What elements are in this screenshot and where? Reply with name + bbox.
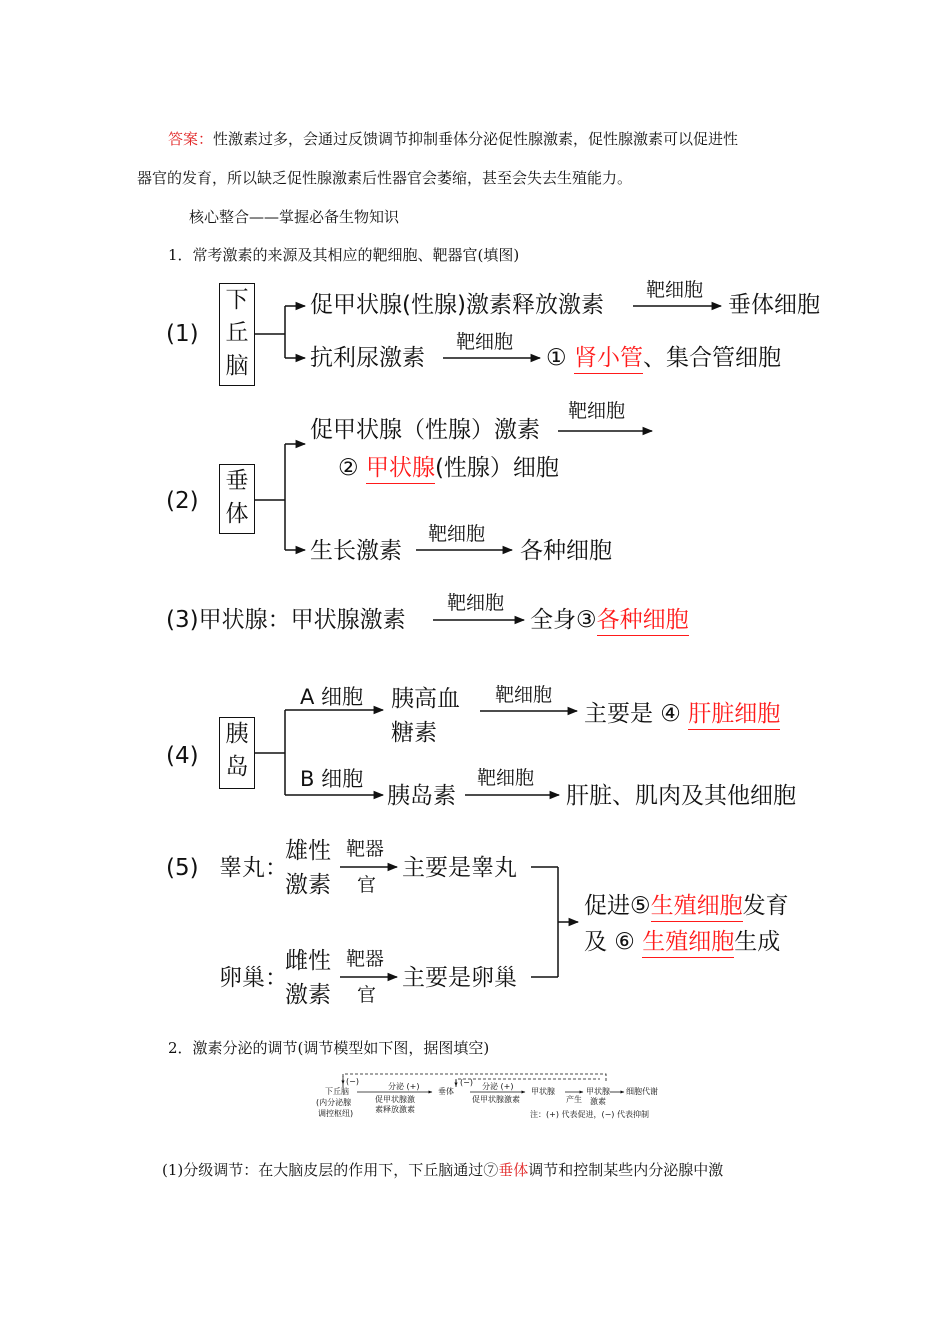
a-cell: A 细胞 <box>300 685 364 709</box>
answer-liver-cells: 肝脏细胞 <box>688 701 780 730</box>
b-cell: B 细胞 <box>300 767 364 791</box>
insulin: 胰岛素 <box>387 783 456 809</box>
model-hormone2: 促甲状腺激素 <box>472 1095 520 1104</box>
row4-b-arrow-label: 靶细胞 <box>477 767 535 789</box>
model-produce: 产生 <box>566 1095 582 1104</box>
row1-top-arrow-label: 靶细胞 <box>646 279 704 301</box>
gh-text: 生长激素 <box>310 538 402 564</box>
female-arrow-label-1: 靶器 <box>346 948 385 970</box>
trh-text: 促甲状腺(性腺)激素释放激素 <box>310 292 604 318</box>
effect-line-1: 促进⑤生殖细胞发育 <box>584 895 789 918</box>
male-hormone-2: 激素 <box>285 872 331 898</box>
male-hormone-1: 雄性 <box>285 838 331 864</box>
female-hormone-2: 激素 <box>285 982 331 1008</box>
answer-thyroid: 甲状腺 <box>366 455 435 484</box>
testis: 睾丸： <box>219 855 288 881</box>
row2-answer: ② 甲状腺(性腺）细胞 <box>338 457 559 480</box>
row2-number: (2) <box>166 488 199 514</box>
row4-number: (4) <box>166 743 199 769</box>
row3-target: 全身③各种细胞 <box>530 609 689 632</box>
model-secrete-2: 分泌 (+) <box>482 1082 514 1091</box>
row2-bottom-arrow-label: 靶细胞 <box>428 523 486 545</box>
hypothalamus-box: 下 丘 脑 <box>219 283 255 386</box>
male-target: 主要是睾丸 <box>402 855 517 881</box>
row3-arrow-label: 靶细胞 <box>447 592 505 614</box>
model-thyroid: 甲状腺 <box>531 1087 555 1096</box>
model-pituitary: 垂体 <box>438 1087 454 1096</box>
male-arrow-label-1: 靶器 <box>346 838 385 860</box>
row1-number: (1) <box>166 321 199 347</box>
adh-text: 抗利尿激素 <box>310 345 425 371</box>
glucagon-1: 胰高血 <box>391 686 460 712</box>
row2-top-arrow-label: 靶细胞 <box>568 400 626 422</box>
islet-box: 胰 岛 <box>219 717 255 789</box>
model-hyp-note-2: 调控枢纽) <box>318 1109 354 1118</box>
various-cells: 各种细胞 <box>520 538 612 564</box>
female-hormone-1: 雌性 <box>285 948 331 974</box>
answer-pituitary: 垂体 <box>498 1161 529 1179</box>
answer-line-1: 答案：性激素过多，会通过反馈调节抑制垂体分泌促性腺激素，促性腺激素可以促进性 <box>168 130 739 148</box>
pituitary-box: 垂 体 <box>219 464 255 534</box>
model-note: 注：(+) 代表促进，(−) 代表抑制 <box>530 1110 649 1119</box>
item1-heading: 1．常考激素的来源及其相应的靶细胞、靶器官(填图) <box>168 246 520 264</box>
model-neg-2: (−) <box>460 1078 473 1087</box>
model-hormone1-2: 素释放激素 <box>375 1105 415 1114</box>
section-heading: 核心整合——掌握必备生物知识 <box>189 208 400 226</box>
answer-kidney-tubule: 肾小管 <box>574 345 643 374</box>
male-arrow-label-2: 官 <box>357 874 377 896</box>
answer-various-cells: 各种细胞 <box>597 607 689 636</box>
model-neg-1: (−) <box>346 1077 359 1086</box>
glucagon-2: 糖素 <box>391 720 437 746</box>
model-hypothalamus: 下丘脑 <box>325 1087 349 1096</box>
model-effect: 细胞代谢 <box>626 1087 658 1096</box>
row4-a-arrow-label: 靶细胞 <box>495 684 553 706</box>
ovary: 卵巢： <box>219 965 288 991</box>
female-arrow-label-2: 官 <box>357 984 377 1006</box>
row5-number: (5) <box>166 855 199 881</box>
model-hormone1-1: 促甲状腺激 <box>375 1095 415 1104</box>
model-hyp-note-1: (内分泌腺 <box>316 1098 352 1107</box>
model-hormone3-1: 甲状腺 <box>586 1087 610 1096</box>
row1-answer: ① 肾小管、集合管细胞 <box>546 347 781 370</box>
model-hormone3-2: 激素 <box>590 1097 606 1106</box>
answer-germ-cells-1: 生殖细胞 <box>651 893 743 922</box>
model-secrete-1: 分泌 (+) <box>388 1082 420 1091</box>
row4-a-target: 主要是 ④ 肝脏细胞 <box>584 703 780 726</box>
pituitary-cell: 垂体细胞 <box>728 292 820 318</box>
answer-label: 答案： <box>168 130 214 148</box>
q1-line: (1)分级调节：在大脑皮层的作用下，下丘脑通过⑦垂体调节和控制某些内分泌腺中激 <box>162 1161 724 1179</box>
female-target: 主要是卵巢 <box>402 965 517 991</box>
item2-heading: 2．激素分泌的调节(调节模型如下图，据图填空) <box>168 1039 490 1057</box>
effect-line-2: 及 ⑥ 生殖细胞生成 <box>584 931 780 954</box>
row3-prefix: (3)甲状腺：甲状腺激素 <box>166 607 406 633</box>
row1-bottom-arrow-label: 靶细胞 <box>456 331 514 353</box>
answer-line-2: 器官的发育，所以缺乏促性腺激素后性器官会萎缩，甚至会失去生殖能力。 <box>137 169 633 187</box>
tsh-text: 促甲状腺（性腺）激素 <box>310 417 540 443</box>
row4-b-target: 肝脏、肌肉及其他细胞 <box>566 783 796 809</box>
answer-germ-cells-2: 生殖细胞 <box>642 929 734 958</box>
